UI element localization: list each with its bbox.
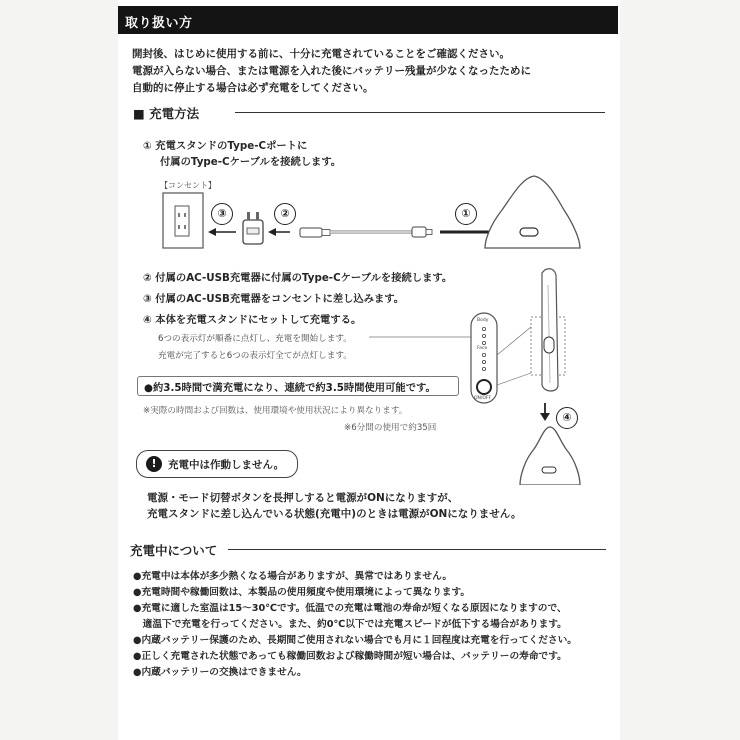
arrow-left-icon xyxy=(208,228,236,236)
outlet-label: 【コンセント】 xyxy=(160,181,216,190)
outlet-icon xyxy=(163,193,203,248)
section-title-about-charging: 充電中について xyxy=(130,543,218,558)
intro-line-3: 自動的に停止する場合は必ず充電をしてください。 xyxy=(132,82,374,94)
step4: ④ 本体を充電スタンドにセットして充電する。 xyxy=(143,314,362,326)
diagram-number-4: ④ xyxy=(556,407,578,429)
diagram-number-2: ② xyxy=(274,203,296,225)
page-title: 取り扱い方 xyxy=(125,16,193,31)
about-charging-bullet-1: ●充電中は本体が多少熱くなる場合がありますが、異常ではありません。 xyxy=(133,571,453,582)
warning-box xyxy=(136,450,298,478)
battery-callout-box xyxy=(137,376,459,396)
step1-line-2: 付属のType-Cケーブルを接続します。 xyxy=(160,156,342,168)
step2: ② 付属のAC-USB充電器に付属のType-Cケーブルを接続します。 xyxy=(143,272,453,284)
power-paragraph-line-2: 充電スタンドに差し込んでいる状態(充電中)のときは電源がONになりません。 xyxy=(147,508,522,520)
diagram-number-3: ③ xyxy=(211,203,233,225)
usb-c-cable-icon xyxy=(300,227,432,237)
device-label-face: Face xyxy=(477,346,488,351)
device-icon xyxy=(542,269,558,391)
section-title-charging-method: ■ 充電方法 xyxy=(133,106,200,121)
intro-line-1: 開封後、はじめに使用する前に、十分に充電されていることをご確認ください。 xyxy=(132,48,510,60)
charging-stand-icon xyxy=(485,176,580,248)
device-icon xyxy=(471,313,497,403)
device-label-body: Body xyxy=(477,318,489,323)
note-actual-time: ※実際の時間および回数は、使用環境や使用状況により異なります。 xyxy=(143,406,408,416)
note-usage-count: ※6分間の使用で約35回 xyxy=(344,423,437,433)
arrow-down-icon xyxy=(540,403,550,421)
power-paragraph-line-1: 電源・モード切替ボタンを長押しすると電源がONになりますが、 xyxy=(147,492,459,504)
about-charging-bullet-5: ●正しく充電された状態であっても稼働回数および稼働時間が短い場合は、バッテリーの寿命です。 xyxy=(133,651,567,662)
ac-usb-charger-icon xyxy=(243,212,263,244)
device-label-onoff: ON/OFF xyxy=(474,396,492,401)
warning-text: 充電中は作動しません。 xyxy=(168,459,285,471)
section-rule xyxy=(235,112,605,113)
about-charging-bullet-4: ●内蔵バッテリー保護のため、長期間ご使用されない場合でも月に１回程度は充電を行ってください。 xyxy=(133,635,577,646)
intro-line-2: 電源が入らない場合、または電源を入れた後にバッテリー残量が少なくなったために xyxy=(132,65,531,77)
about-charging-bullet-6: ●内蔵バッテリーの交換はできません。 xyxy=(133,667,307,678)
battery-callout-text: ●約3.5時間で満充電になり、連続で約3.5時間使用可能です。 xyxy=(144,382,436,394)
charging-stand-icon xyxy=(520,427,580,485)
step1-line-1: ① 充電スタンドのType-Cポートに xyxy=(143,140,308,152)
about-charging-bullet-3-cont: 適温下で充電を行ってください。また、約0℃以下では充電スピードが低下する場合があります。 xyxy=(133,619,567,630)
step3: ③ 付属のAC-USB充電器をコンセントに差し込みます。 xyxy=(143,293,405,305)
exclamation-icon: ! xyxy=(146,456,162,472)
about-charging-bullet-3: ●充電に適した室温は15～30℃です。低温での充電は電池の寿命が短くなる原因になりますので、 xyxy=(133,603,567,614)
step4-note-2: 充電が完了すると6つの表示灯全てが点灯します。 xyxy=(158,351,352,361)
header-bar xyxy=(118,6,618,34)
arrow-left-icon xyxy=(268,228,290,236)
section-rule xyxy=(228,549,606,550)
device-diagram xyxy=(360,255,600,485)
step4-note-1: 6つの表示灯が順番に点灯し、充電を開始します。 xyxy=(158,334,352,344)
about-charging-bullet-2: ●充電時間や稼働回数は、本製品の使用頻度や使用環境によって異なります。 xyxy=(133,587,471,598)
diagram-number-1: ① xyxy=(455,203,477,225)
